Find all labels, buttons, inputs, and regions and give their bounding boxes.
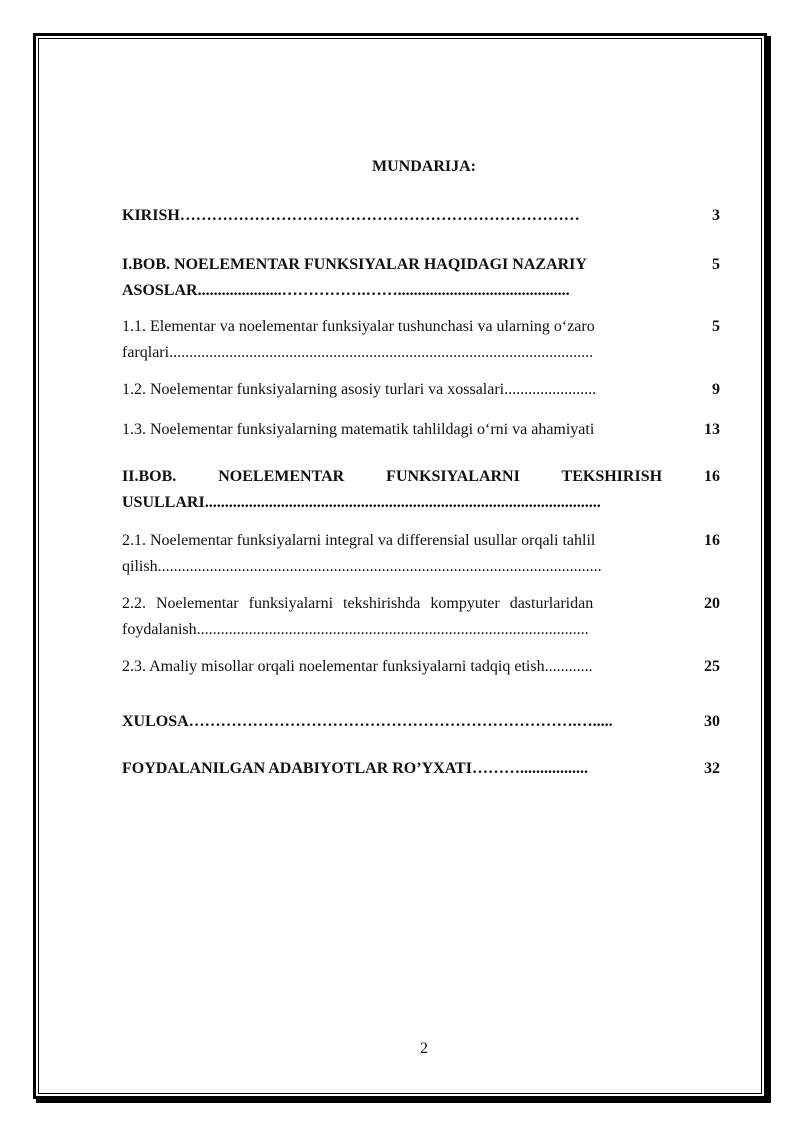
chapter-2-title-line: II.BOB. NOELEMENTAR FUNKSIYALARNI TEKSHIRISH bbox=[122, 468, 663, 485]
page-border-shadow-right bbox=[767, 36, 771, 1102]
toc-page-number: 30 bbox=[704, 713, 720, 730]
toc-entry-section-1-1[interactable] bbox=[122, 314, 720, 366]
toc-entry-chapter-2[interactable] bbox=[122, 464, 720, 516]
toc-page-number: 32 bbox=[704, 760, 720, 777]
page-number-footer: 2 bbox=[420, 1040, 428, 1057]
toc-entry-label: II.BOB. NOELEMENTAR FUNKSIYALARNI TEKSHIRISH USULLARI................................................................................................... bbox=[122, 464, 680, 516]
toc-entry-label: 2.2. Noelementar funksiyalarni tekshirishda kompyuter dasturlaridan foydalanish.................................................................................................. bbox=[122, 595, 594, 638]
toc-entry-references[interactable] bbox=[122, 756, 720, 782]
toc-entry-label: 1.1. Elementar va noelementar funksiyalar tushunchasi va ularning o‘zaro farqlari.......................................................................................................... bbox=[122, 318, 595, 361]
toc-entry-section-1-2[interactable] bbox=[122, 377, 720, 403]
toc-entry-label: 2.1. Noelementar funksiyalarni integral va differensial usullar orqali tahlil qilish............................................................................................................... bbox=[122, 532, 602, 575]
toc-entry-label: I.BOB. NOELEMENTAR FUNKSIYALAR HAQIDAGI NAZARIY ASOSLAR.....................…………….……........................................... bbox=[122, 256, 587, 299]
toc-page-number: 16 bbox=[704, 468, 720, 485]
toc-entry-section-1-3[interactable] bbox=[122, 417, 720, 443]
toc-entry-label: FOYDALANILGAN ADABIYOTLAR RO’YXATI………................. bbox=[122, 760, 588, 777]
toc-page-number: 25 bbox=[704, 658, 720, 675]
toc-entry-introduction[interactable] bbox=[122, 203, 720, 229]
toc-page-number: 5 bbox=[712, 256, 720, 273]
toc-title: MUNDARIJA: bbox=[372, 158, 476, 175]
toc-page-number: 3 bbox=[712, 207, 720, 224]
toc-entry-section-2-1[interactable] bbox=[122, 528, 720, 580]
toc-entry-label: XULOSA……………………………………………………………….…..... bbox=[122, 713, 613, 730]
toc-page-number: 20 bbox=[704, 595, 720, 612]
page-border-shadow-bottom bbox=[36, 1099, 771, 1103]
toc-entry-label: 1.3. Noelementar funksiyalarning matematik tahlildagi o‘rni va ahamiyati bbox=[122, 421, 595, 438]
toc-entry-conclusion[interactable] bbox=[122, 709, 720, 735]
toc-entry-chapter-1[interactable] bbox=[122, 252, 720, 304]
toc-entry-label: KIRISH………………………………………………………………… bbox=[122, 207, 580, 224]
toc-page-number: 5 bbox=[712, 318, 720, 335]
toc-page-number: 9 bbox=[712, 381, 720, 398]
toc-page-number: 13 bbox=[704, 421, 720, 438]
toc-entry-label: 1.2. Noelementar funksiyalarning asosiy turlari va xossalari....................... bbox=[122, 381, 597, 398]
toc-page-number: 16 bbox=[704, 532, 720, 549]
toc-entry-label: 2.3. Amaliy misollar orqali noelementar funksiyalarni tadqiq etish............ bbox=[122, 658, 593, 675]
toc-entry-section-2-3[interactable] bbox=[122, 654, 720, 680]
toc-entry-section-2-2[interactable] bbox=[122, 591, 720, 643]
